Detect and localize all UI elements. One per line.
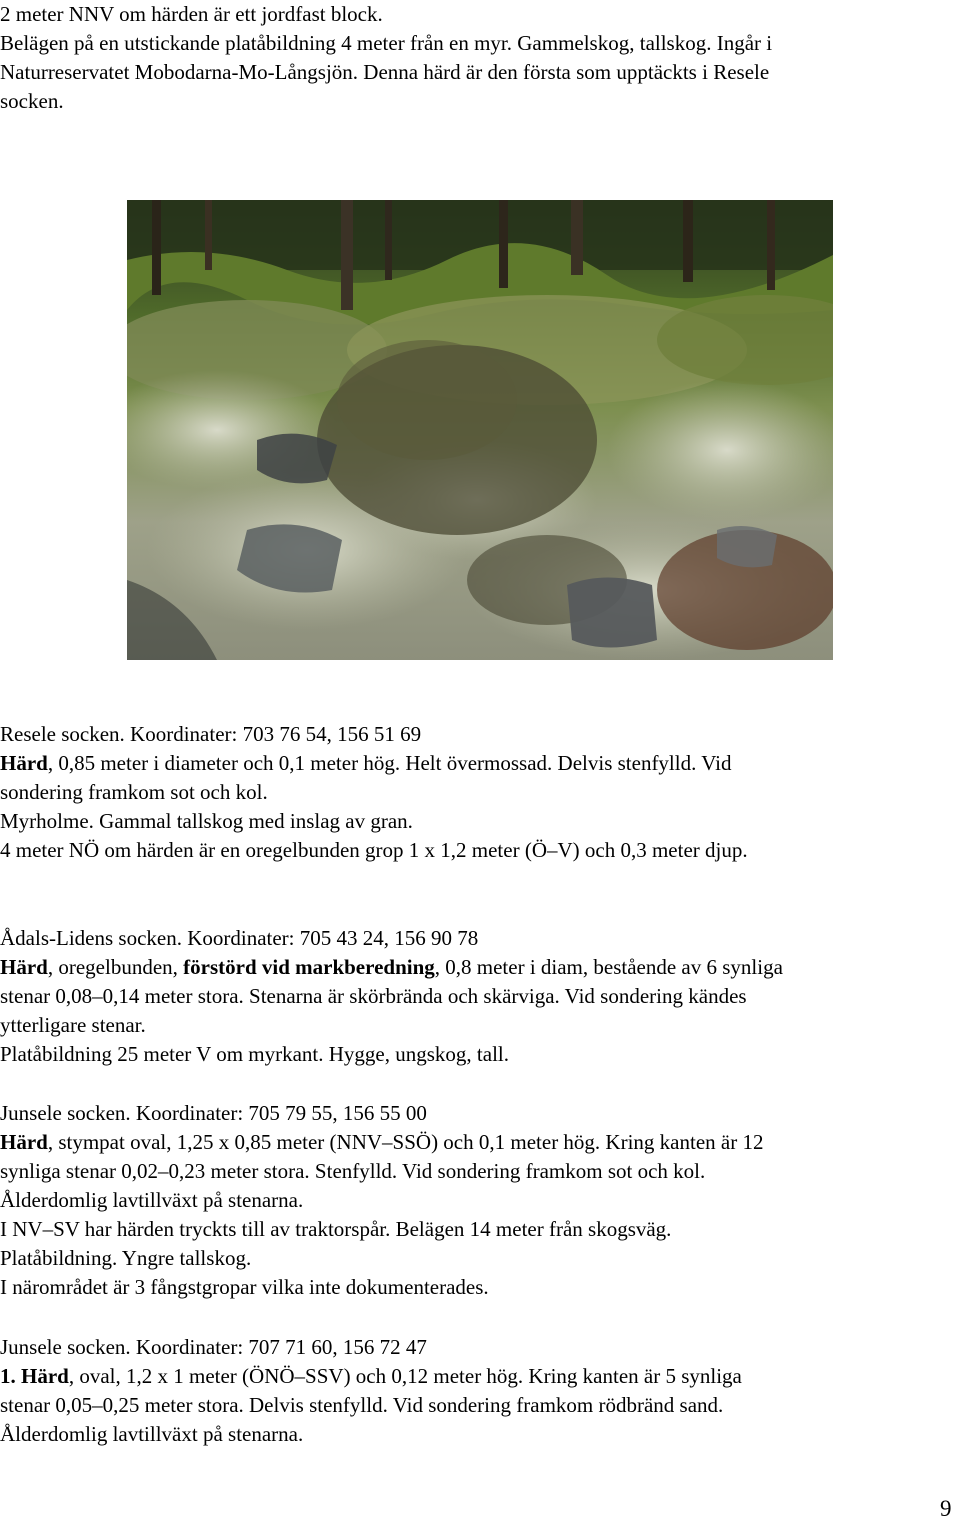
entry-text-line: Myrholme. Gammal tallskog med inslag av gran. bbox=[0, 809, 413, 833]
entry-parish-coordinates: Junsele socken. Koordinater: 707 71 60, 156 72 47 bbox=[0, 1335, 427, 1359]
page-number: 9 bbox=[940, 1496, 952, 1521]
entry-text-line: synliga stenar 0,02–0,23 meter stora. Stenfylld. Vid sondering framkom sot och kol. bbox=[0, 1159, 706, 1183]
hard-label: Härd bbox=[0, 1130, 48, 1154]
entry-text-line: I närområdet är 3 fångstgropar vilka inte dokumenterades. bbox=[0, 1275, 489, 1299]
entry-text-line: Platåbildning. Yngre tallskog. bbox=[0, 1246, 252, 1270]
intro-line-1: 2 meter NNV om härden är ett jordfast block. bbox=[0, 2, 383, 26]
entry-text-line: I NV–SV har härden tryckts till av traktorspår. Belägen 14 meter från skogsväg. bbox=[0, 1217, 672, 1241]
hard-details: , stympat oval, 1,25 x 0,85 meter (NNV–SSÖ) och 0,1 meter hög. Kring kanten är 12 bbox=[47, 1130, 764, 1154]
hard-details: , oval, 1,2 x 1 meter (ÖNÖ–SSV) och 0,12 meter hög. Kring kanten är 5 synliga bbox=[68, 1364, 742, 1388]
intro-line-4: socken. bbox=[0, 89, 64, 113]
entry-parish-coordinates: Resele socken. Koordinater: 703 76 54, 156 51 69 bbox=[0, 722, 422, 746]
hard-details-rest: , 0,8 meter i diam, bestående av 6 synliga bbox=[434, 955, 783, 979]
entry-parish-coordinates: Junsele socken. Koordinater: 705 79 55, 156 55 00 bbox=[0, 1101, 427, 1125]
entry-hard-description bbox=[0, 1128, 956, 1157]
destroyed-note: förstörd vid markberedning bbox=[183, 955, 435, 979]
hard-details: , oregelbunden, bbox=[47, 955, 184, 979]
entry-hard-description bbox=[0, 953, 956, 982]
hard-label: Härd bbox=[0, 751, 48, 775]
entry-junsele-2 bbox=[0, 1333, 956, 1449]
entry-text-line: 4 meter NÖ om härden är en oregelbunden grop 1 x 1,2 meter (Ö–V) och 0,3 meter djup. bbox=[0, 838, 748, 862]
entry-junsele-1 bbox=[0, 1099, 956, 1302]
hard-label: Härd bbox=[0, 955, 48, 979]
entry-hard-description bbox=[0, 749, 956, 778]
intro-paragraph bbox=[0, 0, 956, 116]
entry-text-line: stenar 0,05–0,25 meter stora. Delvis stenfylld. Vid sondering framkom rödbränd sand. bbox=[0, 1393, 724, 1417]
entry-resele bbox=[0, 720, 956, 865]
entry-text-line: Platåbildning 25 meter V om myrkant. Hygge, ungskog, tall. bbox=[0, 1042, 510, 1066]
hard-label: 1. Härd bbox=[0, 1364, 69, 1388]
forest-floor-photo bbox=[127, 200, 833, 660]
entry-text-line: Ålderdomlig lavtillväxt på stenarna. bbox=[0, 1422, 304, 1446]
entry-text-line: stenar 0,08–0,14 meter stora. Stenarna är skörbrända och skärviga. Vid sondering kändes bbox=[0, 984, 747, 1008]
hard-details: , 0,85 meter i diameter och 0,1 meter hög. Helt övermossad. Delvis stenfylld. Vid bbox=[47, 751, 732, 775]
entry-hard-description bbox=[0, 1362, 956, 1391]
entry-parish-coordinates: Ådals-Lidens socken. Koordinater: 705 43 24, 156 90 78 bbox=[0, 926, 479, 950]
intro-line-3: Naturreservatet Mobodarna-Mo-Långsjön. Denna härd är den första som upptäckts i Resele bbox=[0, 60, 770, 84]
intro-line-2: Belägen på en utstickande platåbildning 4 meter från en myr. Gammelskog, tallskog. Ingår i bbox=[0, 31, 773, 55]
entry-adals-lidens bbox=[0, 924, 956, 1069]
entry-text-line: Ålderdomlig lavtillväxt på stenarna. bbox=[0, 1188, 304, 1212]
entry-text-line: ytterligare stenar. bbox=[0, 1013, 146, 1037]
entry-text-line: sondering framkom sot och kol. bbox=[0, 780, 268, 804]
